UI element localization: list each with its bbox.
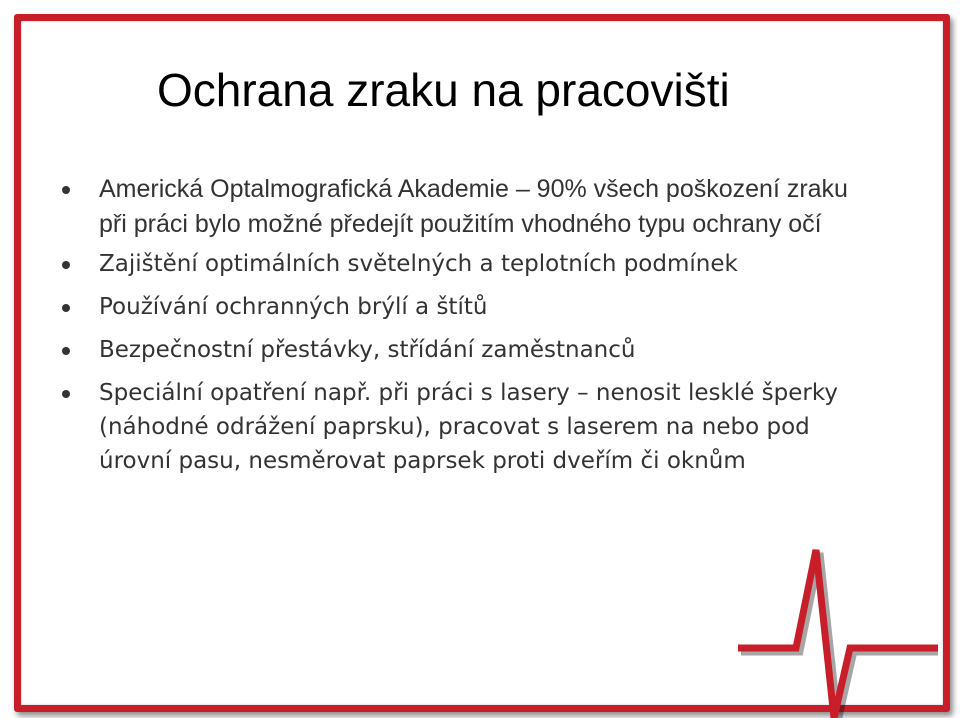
bullet-dot-icon bbox=[62, 347, 70, 355]
bullet-item bbox=[62, 172, 852, 242]
bullet-dot-icon bbox=[62, 261, 70, 269]
bullet-dot-icon bbox=[62, 304, 70, 312]
bullet-item bbox=[62, 333, 852, 367]
bullet-text: Bezpečnostní přestávky, střídání zaměstnanců bbox=[99, 337, 636, 363]
bullet-dot-icon bbox=[62, 186, 70, 194]
bullet-item bbox=[62, 290, 852, 324]
bullet-text: Zajištění optimálních světelných a teplotních podmínek bbox=[99, 251, 738, 277]
bullet-text: Americká Optalmografická Akademie – 90% všech poškození zraku při práci bylo možné předejít použitím vhodného typu ochrany očí bbox=[99, 175, 848, 238]
bullet-item bbox=[62, 376, 852, 478]
bullet-text: Speciální opatření např. při práci s lasery – nenosit lesklé šperky (náhodné odrážení paprsku), pracovat s laserem na nebo pod úrovní pasu, nesměrovat paprsek proti dveřím či oknům bbox=[99, 380, 838, 474]
slide-title: Ochrana zraku na pracovišti bbox=[157, 64, 730, 116]
bullet-list bbox=[62, 172, 852, 487]
bullet-dot-icon bbox=[62, 390, 70, 398]
bullet-item bbox=[62, 247, 852, 281]
bullet-text: Používání ochranných brýlí a štítů bbox=[99, 294, 488, 320]
heartbeat-pulse-icon bbox=[738, 540, 938, 718]
